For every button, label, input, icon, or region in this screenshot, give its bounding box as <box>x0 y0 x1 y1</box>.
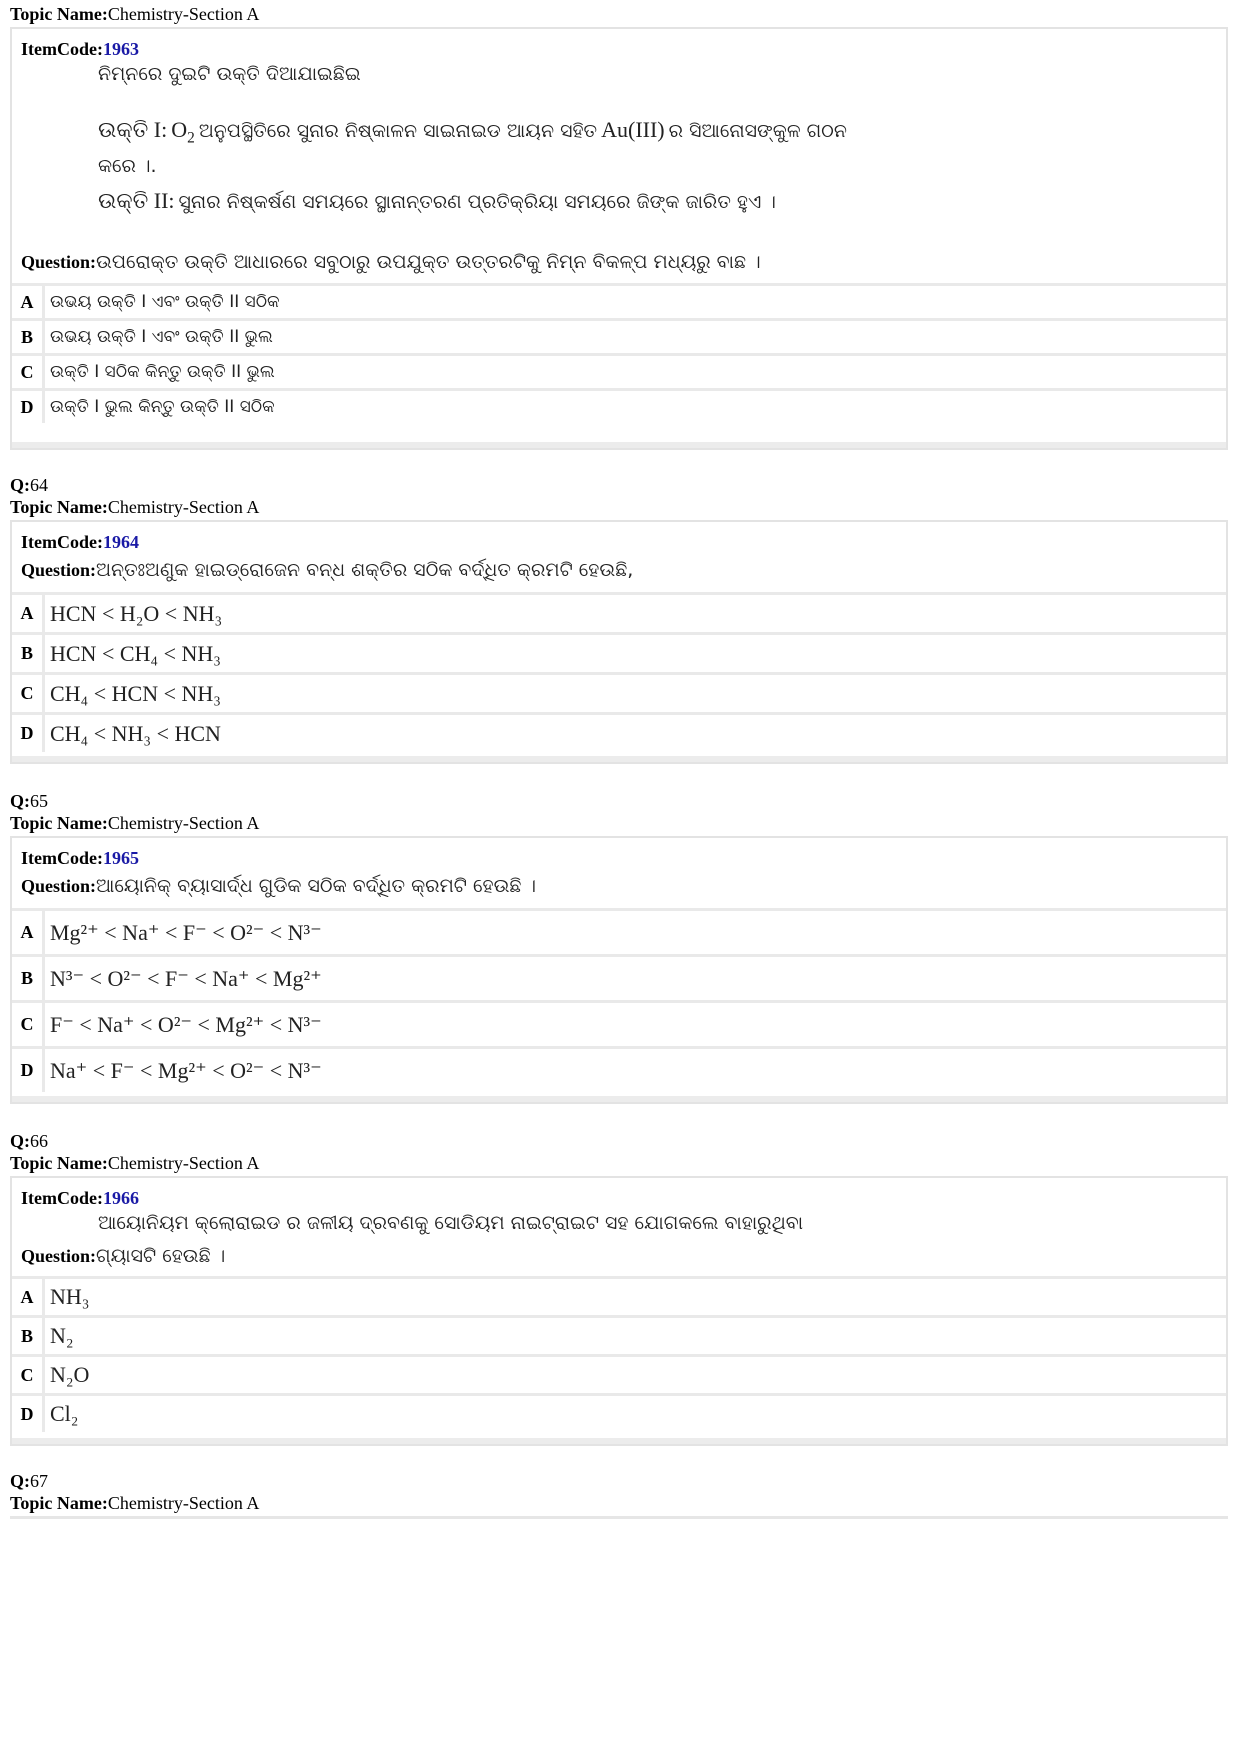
option-letter: A <box>12 286 45 318</box>
option-row[interactable] <box>12 1046 1226 1092</box>
topic-line <box>10 496 259 518</box>
option-row[interactable] <box>12 318 1226 353</box>
option-text: CH₄ < HCN < NH₃ <box>50 680 221 706</box>
topic-label: Topic Name: <box>10 4 108 24</box>
option-text: Na⁺ < F⁻ < Mg²⁺ < O²⁻ < N³⁻ <box>50 1057 322 1083</box>
option-letter: D <box>12 391 45 423</box>
card-divider <box>12 442 1226 448</box>
question-number-label: Q: <box>10 475 30 495</box>
topic-label: Topic Name: <box>10 813 108 833</box>
option-text: N³⁻ < O²⁻ < F⁻ < Na⁺ < Mg²⁺ <box>50 965 322 991</box>
item-code <box>21 1187 139 1209</box>
question-text: ଆୟୋନିକ୍ ବ୍ୟାସାର୍ଦ୍ଧ ଗୁଡିକ ସଠିକ ବର୍ଦ୍ଧିତ କ୍ରମଟି ହେଉଛି । <box>96 875 537 897</box>
item-code-value: 1966 <box>102 1188 139 1208</box>
option-text: N₂ <box>50 1323 74 1348</box>
option-letter: C <box>12 356 45 388</box>
option-letter: D <box>12 1396 45 1432</box>
question-text: ଉପରୋକ୍ତ ଉକ୍ତି ଆଧାରରେ ସବୁଠାରୁ ଉପଯୁକ୍ତ ଉତ୍ତରଟିକୁ ନିମ୍ନ ବିକଳ୍ପ ମଧ୍ୟରୁ ବାଛ । <box>96 251 761 273</box>
question-card <box>10 520 1228 764</box>
question-number <box>10 474 48 496</box>
option-letter: C <box>12 1003 45 1046</box>
statement-1 <box>98 117 847 151</box>
topic-line <box>10 1152 259 1174</box>
statement-1-continued: କରେ ।. <box>98 155 157 177</box>
question-label: Question: <box>21 1246 97 1266</box>
question-number-value: 64 <box>30 475 48 495</box>
card-top-border <box>10 1516 1228 1519</box>
question-line <box>21 249 761 275</box>
option-text: HCN < H₂O < NH₃ <box>50 600 223 626</box>
statement-1-au: Au(III) <box>601 117 665 142</box>
option-row[interactable] <box>12 388 1226 423</box>
question-stem-intro: ନିମ୍ନରେ ଦୁଇଟି ଉକ୍ତି ଦିଆଯାଇଛିଇ <box>98 63 361 85</box>
item-code <box>21 531 139 553</box>
option-text: ଉଭୟ ଉକ୍ତି I ଏବଂ ଉକ୍ତି II ସଠିକ <box>50 292 280 312</box>
statement-1-tail: ର ସିଆନୋସଙ୍କୁଳ ଗଠନ <box>668 120 847 142</box>
option-text: ଉକ୍ତି I ସଠିକ କିନ୍ତୁ ଉକ୍ତି II ଭୁଲ <box>50 362 275 382</box>
option-row[interactable] <box>12 1354 1226 1393</box>
item-code-label: ItemCode: <box>21 532 103 552</box>
topic-value: Chemistry-Section A <box>107 1493 260 1513</box>
topic-line <box>10 1492 259 1514</box>
option-text: F⁻ < Na⁺ < O²⁻ < Mg²⁺ < N³⁻ <box>50 1011 322 1037</box>
option-row[interactable] <box>12 632 1226 672</box>
item-code <box>21 847 139 869</box>
question-number-value: 65 <box>30 791 48 811</box>
question-stem: ଆୟୋନିୟମ କ୍ଲୋରାଇଡ ର ଜଳୀୟ ଦ୍ରବଣକୁ ସୋଡିୟମ ନାଇଟ୍ରାଇଟ ସହ ଯୋଗକଲେ ବାହାରୁଥିବା <box>98 1212 804 1234</box>
question-number <box>10 1470 48 1492</box>
question-number-label: Q: <box>10 1471 30 1491</box>
topic-label: Topic Name: <box>10 1153 108 1173</box>
option-text: HCN < CH₄ < NH₃ <box>50 640 221 666</box>
card-divider <box>12 756 1226 762</box>
option-row[interactable] <box>12 353 1226 388</box>
option-letter: D <box>12 1049 45 1092</box>
statement-1-mid: ଅନୁପସ୍ଥିତିରେ ସୁନାର ନିଷ୍କାଳନ ସାଇନାଇଡ ଆୟନ ସହିତ <box>198 120 598 142</box>
option-row[interactable] <box>12 283 1226 318</box>
question-number-value: 66 <box>30 1131 48 1151</box>
o2-subscript: 2 <box>187 129 195 147</box>
topic-value: Chemistry-Section A <box>107 813 260 833</box>
item-code <box>21 38 139 60</box>
question-number-value: 67 <box>30 1471 48 1491</box>
o2-symbol: O <box>171 117 188 142</box>
topic-value: Chemistry-Section A <box>107 497 260 517</box>
option-letter: C <box>12 675 45 712</box>
topic-label: Topic Name: <box>10 1493 108 1513</box>
topic-line <box>10 812 259 834</box>
option-row[interactable] <box>12 1276 1226 1315</box>
option-letter: A <box>12 1279 45 1315</box>
option-letter: C <box>12 1357 45 1393</box>
card-divider <box>12 1438 1226 1444</box>
option-text: ଉଭୟ ଉକ୍ତି I ଏବଂ ଉକ୍ତି II ଭୁଲ <box>50 327 273 347</box>
question-line <box>21 873 536 899</box>
item-code-value: 1965 <box>102 848 139 868</box>
option-text: Cl₂ <box>50 1401 79 1426</box>
question-card <box>10 836 1228 1104</box>
statement-1-o2 <box>171 117 195 147</box>
statement-2 <box>98 188 776 217</box>
topic-value: Chemistry-Section A <box>107 1153 260 1173</box>
question-label: Question: <box>21 252 97 272</box>
option-letter: B <box>12 635 45 672</box>
question-card <box>10 1176 1228 1446</box>
topic-value: Chemistry-Section A <box>107 4 260 24</box>
item-code-value: 1963 <box>102 39 139 59</box>
item-code-label: ItemCode: <box>21 1188 103 1208</box>
option-letter: B <box>12 321 45 353</box>
question-number <box>10 1130 48 1152</box>
option-text: NH₃ <box>50 1284 90 1309</box>
option-text: N₂O <box>50 1362 90 1387</box>
question-text: ଅନ୍ତଃଅଣୁକ ହାଇଡ୍ରୋଜେନ ବନ୍ଧ ଶକ୍ତିର ସଠିକ ବର୍ଦ୍ଧିତ କ୍ରମଟି ହେଉଛି, <box>96 559 634 581</box>
option-letter: A <box>12 595 45 632</box>
card-divider <box>12 1096 1226 1102</box>
option-row[interactable] <box>12 908 1226 954</box>
question-text: ଗ୍ୟାସଟି ହେଉଛି । <box>96 1245 226 1267</box>
topic-line <box>10 3 259 25</box>
question-label: Question: <box>21 560 97 580</box>
option-row[interactable] <box>12 592 1226 632</box>
item-code-label: ItemCode: <box>21 39 103 59</box>
statement-2-prefix: ଉକ୍ତି II: <box>98 188 175 213</box>
question-number-label: Q: <box>10 1131 30 1151</box>
option-text: ଉକ୍ତି I ଭୁଲ କିନ୍ତୁ ଉକ୍ତି II ସଠିକ <box>50 397 275 417</box>
option-row[interactable] <box>12 954 1226 1000</box>
option-row[interactable] <box>12 1315 1226 1354</box>
statement-2-text: ସୁନାର ନିଷ୍କର୍ଷଣ ସମୟରେ ସ୍ଥାନାନ୍ତରଣ ପ୍ରତିକ୍ରିୟା ସମୟରେ ଜିଙ୍କ ଜାରିତ ହୁଏ । <box>178 191 776 213</box>
statement-1-prefix: ଉକ୍ତି I: <box>98 117 168 142</box>
option-letter: B <box>12 1318 45 1354</box>
topic-label: Topic Name: <box>10 497 108 517</box>
question-number <box>10 790 48 812</box>
question-line <box>21 1243 225 1269</box>
item-code-label: ItemCode: <box>21 848 103 868</box>
option-letter: A <box>12 911 45 954</box>
option-row[interactable] <box>12 1000 1226 1046</box>
question-line <box>21 557 633 583</box>
question-number-label: Q: <box>10 791 30 811</box>
question-card <box>10 27 1228 450</box>
item-code-value: 1964 <box>102 532 139 552</box>
option-text: CH₄ < NH₃ < HCN <box>50 720 221 746</box>
option-row[interactable] <box>12 672 1226 712</box>
option-row[interactable] <box>12 1393 1226 1432</box>
option-letter: B <box>12 957 45 1000</box>
option-row[interactable] <box>12 712 1226 752</box>
option-letter: D <box>12 715 45 752</box>
option-text: Mg²⁺ < Na⁺ < F⁻ < O²⁻ < N³⁻ <box>50 919 322 945</box>
question-label: Question: <box>21 876 97 896</box>
